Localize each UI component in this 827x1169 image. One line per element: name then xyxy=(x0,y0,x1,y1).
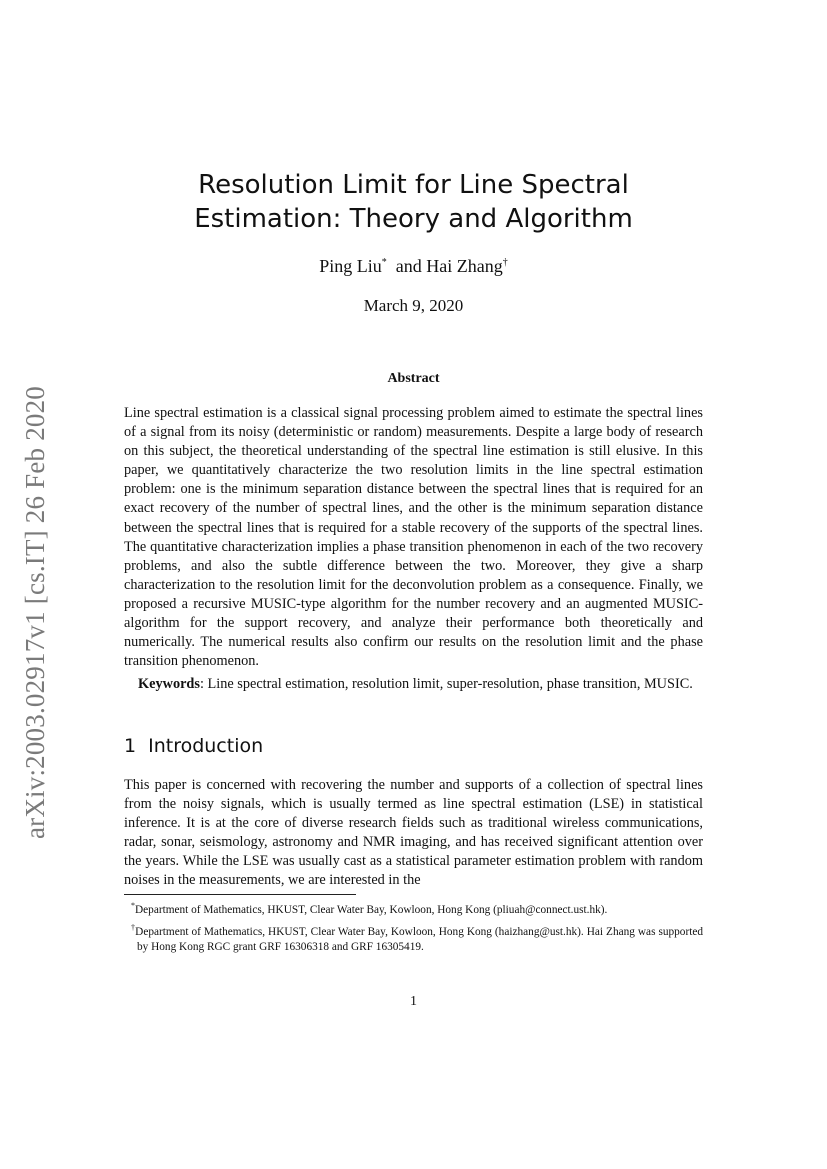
section-heading-introduction xyxy=(124,735,263,757)
footnote-2 xyxy=(124,920,703,955)
footnote-1 xyxy=(124,898,703,918)
footnote-1-mark: * xyxy=(131,901,135,910)
keywords-label: Keywords xyxy=(138,676,200,692)
keywords-text: : Line spectral estimation, resolution limit, super-resolution, phase transition, MUSIC. xyxy=(199,676,693,692)
author-1-name: Ping Liu xyxy=(319,256,382,276)
author-2-name: Hai Zhang xyxy=(426,256,503,276)
footnote-divider xyxy=(124,894,356,895)
author-1-footnote-mark: * xyxy=(381,257,387,268)
footnote-2-mark: † xyxy=(131,922,136,932)
footnotes xyxy=(124,898,703,957)
footnote-1-text: Department of Mathematics, HKUST, Clear Water Bay, Kowloon, Hong Kong (pliuah@connect.ust.hk). xyxy=(135,903,608,916)
arxiv-sidebar-stamp xyxy=(16,375,56,850)
arxiv-identifier: arXiv:2003.02917v1 [cs.IT] 26 Feb 2020 xyxy=(20,385,51,840)
paper-title xyxy=(100,168,727,236)
title-line-2: Estimation: Theory and Algorithm xyxy=(194,204,633,234)
author-conjunction: and xyxy=(395,256,422,276)
author-2-footnote-mark: † xyxy=(502,257,508,268)
footnote-2-text: Department of Mathematics, HKUST, Clear Water Bay, Kowloon, Hong Kong (haizhang@ust.hk). Hai Zhang was supported by Hong Kong RGC grant GRF 16306318 and GRF 16305419. xyxy=(135,925,704,953)
publication-date: March 9, 2020 xyxy=(363,296,464,315)
section-title: Introduction xyxy=(148,735,264,757)
abstract-heading: Abstract xyxy=(387,371,440,386)
abstract-body: Line spectral estimation is a classical signal processing problem aimed to estimate the spectral lines of a signal from its noisy (deterministic or random) measurements. Despite a large body of research on this subject, the theoretical understanding of the spectral line estimation is still elusive. In this paper, we quantitatively characterize the two resolution limits in the line spectral estimation problem: one is the minimum separation distance between the spectral lines that is required for an exact recovery of the number of spectral lines, and the other is the minimum separation distance between the spectral lines that is required for a stable recovery of the supports of the spectral lines. The quantitative characterization implies a phase transition phenomenon in each of the two recovery problems, and also the subtle difference between the two. Moreover, they give a sharp characterization to the resolution limit for the deconvolution problem as a consequence. Finally, we proposed a recursive MUSIC-type algorithm for the number recovery and an augmented MUSIC-algorithm for the support recovery, and analyze their performance both theoretically and numerically. The numerical results also confirm our results on the resolution limit and the phase transition phenomenon. xyxy=(124,405,703,670)
introduction-body: This paper is concerned with recovering the number and supports of a collection of spectral lines from the noisy signals, which is usually termed as line spectral estimation (LSE) in statistical inference. It is at the core of diverse research fields such as traditional wireless communications, radar, sonar, seismology, astronomy and NMR imaging, and has received significant attention over the years. While the LSE was usually cast as a statistical parameter estimation problem with random noises in the measurements, we are interested in the xyxy=(124,777,703,889)
title-line-1: Resolution Limit for Line Spectral xyxy=(198,170,629,200)
page-number: 1 xyxy=(410,994,417,1009)
keywords-paragraph xyxy=(124,675,703,694)
section-number: 1 xyxy=(124,735,137,757)
author-list xyxy=(100,256,727,277)
